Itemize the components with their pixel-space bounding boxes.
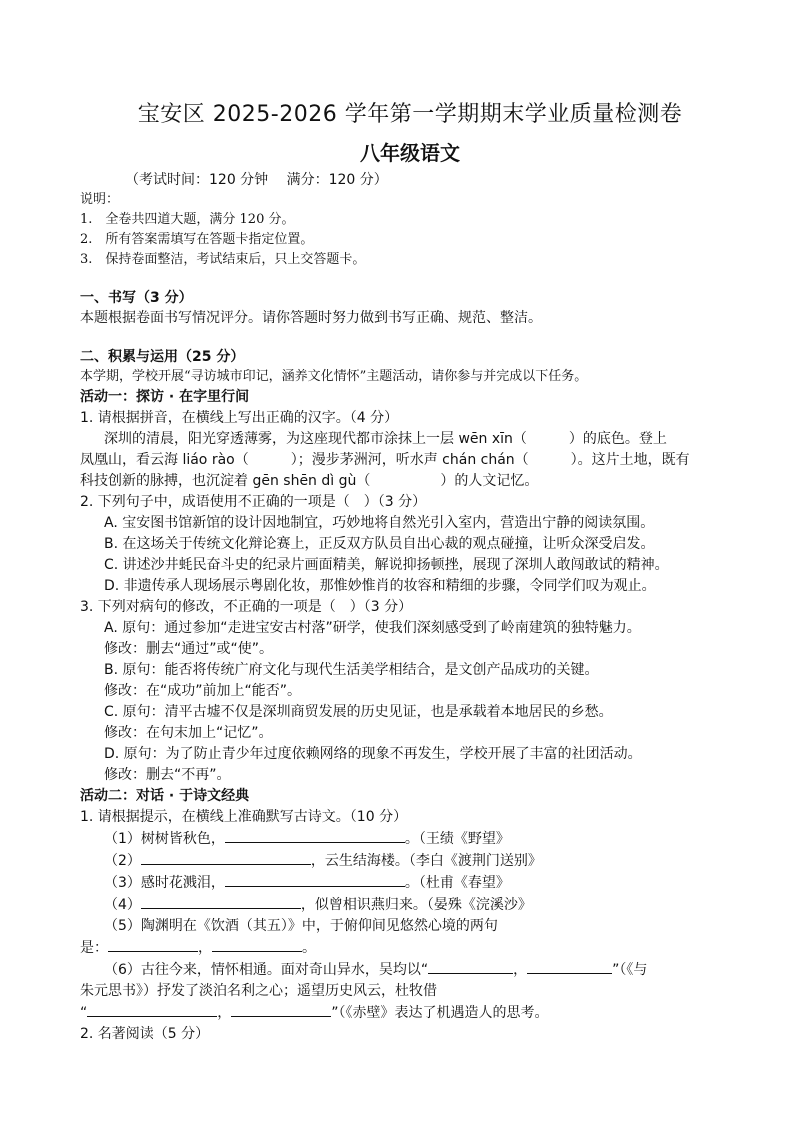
- activity1-title: 活动一：探访 · 在字里行间: [80, 389, 250, 405]
- poetry-item-text: ，: [217, 1005, 232, 1021]
- poetry-item-5-cont: [80, 937, 740, 959]
- exam-time-info: （考试时间：120 分钟 满分：120 分）: [125, 172, 388, 188]
- poetry-item-6-cont: [80, 1002, 740, 1024]
- answer-blank[interactable]: [225, 872, 405, 887]
- answer-blank[interactable]: [108, 937, 198, 952]
- exam-title: 宝安区 2025-2026 学年第一学期期末学业质量检测卷: [137, 102, 683, 127]
- answer-blank[interactable]: [225, 828, 405, 843]
- poetry-item-5: （5）陶渊明在《饮酒（其五）》中，于俯仰间见悠然心境的两句: [104, 918, 498, 934]
- answer-blank[interactable]: [212, 937, 302, 952]
- poetry-q-stem: 1. 请根据提示，在横线上准确默写古诗文。（10 分）: [80, 809, 408, 825]
- section2-heading: 二、积累与运用（25 分）: [80, 349, 245, 365]
- poetry-item-text: ”（《与: [612, 962, 648, 978]
- q3-line: 修改：删去“不再”。: [104, 767, 231, 783]
- q1-passage-line: 深圳的清晨，阳光穿透薄雾，为这座现代都市涂抹上一层 wēn xīn（ ）的底色。登上: [104, 431, 667, 447]
- instruction-item: 1. 全卷共四道大题，满分 120 分。: [80, 212, 295, 227]
- answer-blank[interactable]: [141, 894, 301, 909]
- poetry-item-2: [80, 850, 740, 872]
- q3-line: A. 原句：通过参加“走进宝安古村落”研学，使我们深刻感受到了岭南建筑的独特魅力。: [104, 620, 641, 636]
- q3-line: 修改：在句末加上“记忆”。: [104, 725, 273, 741]
- q1-stem: 1. 请根据拼音，在横线上写出正确的汉字。（4 分）: [80, 410, 399, 426]
- poetry-item-4: [80, 894, 740, 916]
- q1-passage-line: 凤凰山，看云海 liáo rào（ ）；漫步茅洲河，听水声 chán chán（ ）。这片土地，既有: [80, 452, 690, 468]
- q1-passage-line: 科技创新的脉搏，也沉淀着 gēn shēn dì gù（ ）的人文记忆。: [80, 473, 539, 489]
- exam-subtitle: 八年级语文: [360, 141, 460, 165]
- instructions-heading: 说明：: [80, 192, 120, 207]
- poetry-item-1: [80, 828, 740, 850]
- poetry-item-text: 。（王绩《野望》: [404, 831, 510, 847]
- answer-blank[interactable]: [87, 1002, 217, 1017]
- q3-line: B. 原句：能否将传统广府文化与现代生活美学相结合，是文创产品成功的关键。: [104, 662, 599, 678]
- activity2-title: 活动二：对话 · 于诗文经典: [80, 788, 250, 804]
- section2-intro: 本学期，学校开展“寻访城市印记，涵养文化情怀”主题活动，请你参与并完成以下任务。: [80, 369, 588, 384]
- q2-option: C. 讲述沙井蚝民奋斗史的纪录片画面精美，解说抑扬顿挫，展现了深圳人敢闯敢试的精神。: [104, 557, 669, 573]
- instruction-item: 2. 所有答案需填写在答题卡指定位置。: [80, 232, 314, 247]
- answer-blank[interactable]: [231, 1002, 331, 1017]
- q2-stem: 2. 下列句子中，成语使用不正确的一项是（ ）（3 分）: [80, 494, 427, 510]
- q3-line: D. 原句：为了防止青少年过度依赖网络的现象不再发生，学校开展了丰富的社团活动。: [104, 746, 642, 762]
- poetry-item-3: [80, 872, 740, 894]
- poetry-item-text: （1）树树皆秋色，: [104, 831, 225, 847]
- poetry-item-text: 是：: [80, 940, 108, 956]
- instruction-item: 3. 保持卷面整洁，考试结束后，只上交答题卡。: [80, 252, 366, 267]
- reading-q-stem: 2. 名著阅读（5 分）: [80, 1026, 210, 1042]
- poetry-item-text: 。（杜甫《春望》: [404, 875, 510, 891]
- q2-option: D. 非遗传承人现场展示粤剧化妆，那惟妙惟肖的妆容和精细的步骤，令同学们叹为观止。: [104, 578, 656, 594]
- section1-text: 本题根据卷面书写情况评分。请你答题时努力做到书写正确、规范、整洁。: [80, 310, 542, 326]
- poetry-item-text: （3）感时花溅泪，: [104, 875, 225, 891]
- poetry-item-text: ”（《赤壁》表达了机遇造人的思考。: [331, 1005, 549, 1021]
- poetry-item-text: （6）古往今来，情怀相通。面对奇山异水，吴均以“: [104, 962, 429, 978]
- answer-blank[interactable]: [527, 959, 612, 974]
- poetry-item-text: ，似曾相识燕归来。（晏殊《浣溪沙》: [300, 897, 532, 913]
- poetry-item-6: [80, 959, 740, 981]
- q2-option: B. 在这场关于传统文化辩论赛上，正反双方队员自出心裁的观点碰撞，让听众深受启发。: [104, 536, 655, 552]
- poetry-item-6-cont: 朱元思书》）抒发了淡泊名利之心；遥望历史风云，杜牧借: [80, 983, 437, 999]
- poetry-item-text: （4）: [104, 897, 141, 913]
- q3-line: C. 原句：清平古墟不仅是深圳商贸发展的历史见证，也是承载着本地居民的乡愁。: [104, 704, 613, 720]
- poetry-item-text: ，: [198, 940, 212, 956]
- poetry-item-text: （2）: [104, 853, 141, 869]
- poetry-item-text: “: [80, 1005, 88, 1021]
- q2-option: A. 宝安图书馆新馆的设计因地制宜，巧妙地将自然光引入室内，营造出宁静的阅读氛围。: [104, 515, 655, 531]
- answer-blank[interactable]: [141, 850, 311, 865]
- section1-heading: 一、书写（3 分）: [80, 290, 193, 306]
- poetry-item-text: ，: [513, 962, 528, 978]
- q3-line: 修改：删去“通过”或“使”。: [104, 641, 274, 657]
- exam-page: [80, 100, 740, 1045]
- poetry-item-text: ，云生结海楼。（李白《渡荆门送别》: [310, 853, 542, 869]
- answer-blank[interactable]: [428, 959, 513, 974]
- poetry-item-text: 。: [302, 940, 316, 956]
- q3-stem: 3. 下列对病句的修改，不正确的一项是（ ）（3 分）: [80, 599, 413, 615]
- q3-line: 修改：在“成功”前加上“能否”。: [104, 683, 302, 699]
